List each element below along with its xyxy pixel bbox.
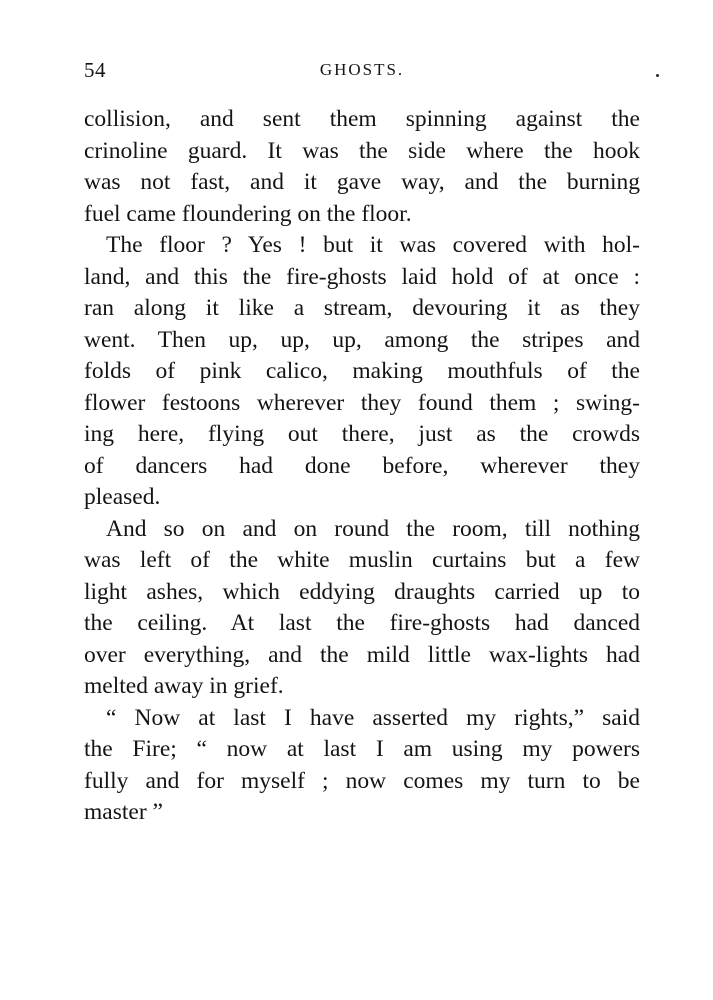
text-line: went. Then up, up, up, among the stripes and xyxy=(84,326,640,353)
text-line: over everything, and the mild little wax-lights had xyxy=(84,641,640,668)
paragraph xyxy=(84,230,640,514)
text-line: collision, and sent them spinning against the xyxy=(84,106,640,132)
text-line: ing here, flying out there, just as the crowds xyxy=(84,421,640,447)
text-line: pleased. xyxy=(84,484,161,510)
text-line: ran along it like a stream, devouring it as they xyxy=(84,295,640,321)
text-line: was not fast, and it gave way, and the burning xyxy=(84,169,640,195)
text-line: the ceiling. At last the fire-ghosts had danced xyxy=(84,610,640,636)
page-header xyxy=(84,58,640,88)
text-line: land, and this the fire-ghosts laid hold of at once : xyxy=(84,263,640,290)
text-line: “ Now at last I have asserted my rights,” said xyxy=(106,704,640,731)
text-line: fully and for myself ; now comes my turn to be xyxy=(84,767,640,794)
text-line: the Fire; “ now at last I am using my powers xyxy=(84,736,640,762)
print-speck xyxy=(656,74,659,77)
page-number: 54 xyxy=(84,58,106,82)
running-title: GHOSTS. xyxy=(319,60,405,79)
text-line: folds of pink calico, making mouthfuls of the xyxy=(84,358,640,384)
text-line: crinoline guard. It was the side where the hook xyxy=(84,137,640,164)
paragraph xyxy=(84,703,640,829)
text-line: melted away in grief. xyxy=(84,673,284,699)
page-body xyxy=(84,104,640,829)
text-line: The floor ? Yes ! but it was covered with hol- xyxy=(106,232,640,258)
text-line: of dancers had done before, wherever they xyxy=(84,452,640,479)
text-line: flower festoons wherever they found them ; swing- xyxy=(84,389,640,416)
text-line: master ” xyxy=(84,799,163,825)
text-line: was left of the white muslin curtains but a few xyxy=(84,547,640,573)
paragraph xyxy=(84,104,640,230)
text-line: And so on and on round the room, till nothing xyxy=(106,515,640,542)
paragraph xyxy=(84,514,640,703)
text-line: light ashes, which eddying draughts carried up to xyxy=(84,578,640,605)
text-line: fuel came floundering on the floor. xyxy=(84,200,412,227)
